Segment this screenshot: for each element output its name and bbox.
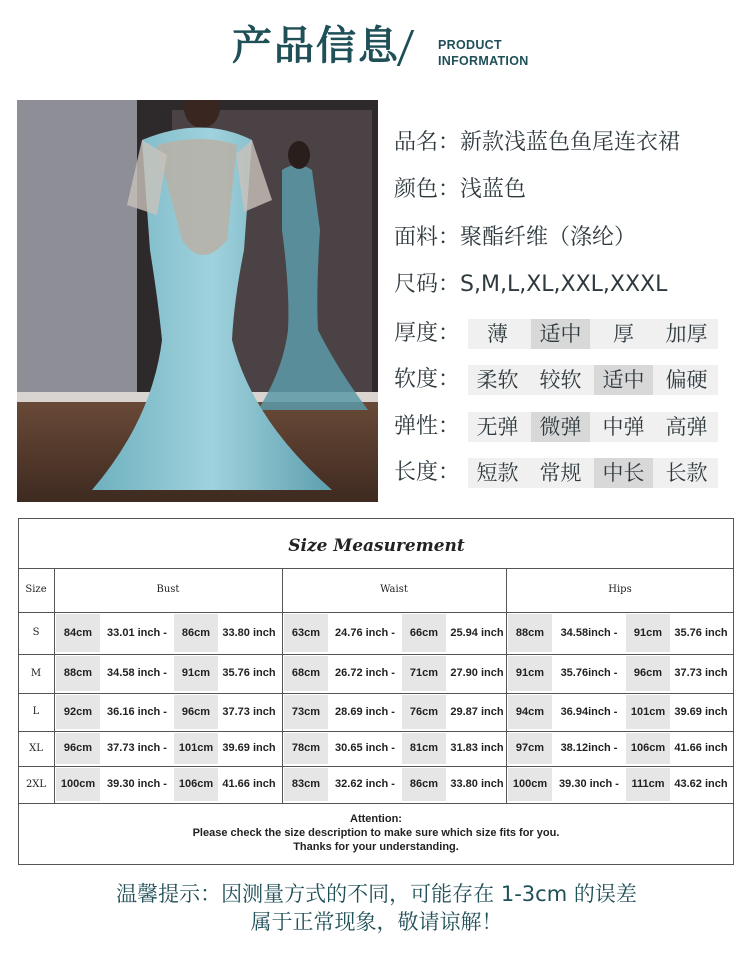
- table-cell: 111cm: [631, 778, 665, 790]
- table-cell: 30.65 inch -: [335, 742, 395, 754]
- table-cell: 101cm: [178, 742, 214, 754]
- group-header: Hips: [608, 584, 632, 595]
- table-cell: 94cm: [515, 706, 545, 718]
- product-size-label: 尺码：: [394, 272, 461, 297]
- table-cell: 39.69 inch: [674, 706, 728, 718]
- table-cell: 33.01 inch -: [107, 627, 167, 639]
- table-cell: 97cm: [515, 742, 545, 754]
- table-cell: 35.76 inch: [674, 627, 728, 639]
- size-label: S: [32, 627, 40, 638]
- table-cell: 106cm: [178, 778, 214, 790]
- table-cell: 96cm: [181, 706, 211, 718]
- table-cell: 24.76 inch -: [335, 627, 395, 639]
- page-title: 产品信息: [232, 23, 400, 69]
- table-cell: 37.73 inch: [222, 706, 276, 718]
- size-header: Size: [25, 584, 47, 595]
- title-english-line2: INFORMATION: [438, 54, 529, 68]
- footer-tip-line-2: 属于正常现象，敬请谅解！: [250, 910, 503, 934]
- table-cell: 32.62 inch -: [335, 778, 395, 790]
- table-cell: 43.62 inch: [674, 778, 728, 790]
- table-cell: 36.94inch -: [560, 706, 618, 718]
- product-color-value: 浅蓝色: [460, 177, 527, 202]
- table-cell: 88cm: [515, 627, 545, 639]
- size-label: XL: [29, 743, 43, 754]
- attribute-label: 软度：: [394, 367, 461, 392]
- attribute-option: 无弹: [476, 415, 519, 439]
- table-cell: 106cm: [630, 742, 666, 754]
- product-fabric-label: 面料：: [394, 225, 461, 250]
- table-cell: 66cm: [409, 627, 439, 639]
- product-color-row: [394, 173, 526, 207]
- table-cell: 29.87 inch: [450, 706, 504, 718]
- attribute-label: 厚度：: [394, 321, 461, 346]
- table-cell: 92cm: [63, 706, 93, 718]
- attention-line-2: Thanks for your understanding.: [293, 841, 459, 853]
- attribute-option: 厚: [613, 322, 634, 346]
- product-size-row: [394, 268, 667, 302]
- attribute-option-selected: 适中: [594, 365, 653, 395]
- attention-line-1: Please check the size description to make sure which size fits for you.: [192, 827, 560, 839]
- footer-tip-line-1: 温馨提示：因测量方式的不同，可能存在 1-3cm 的误差: [116, 882, 637, 906]
- table-cell: 25.94 inch: [450, 627, 504, 639]
- product-name-label: 品名：: [394, 130, 461, 155]
- group-header: Waist: [380, 584, 408, 595]
- table-cell: 78cm: [291, 742, 321, 754]
- table-cell: 31.83 inch: [450, 742, 504, 754]
- attribute-option-selected: 适中: [531, 319, 590, 349]
- table-cell: 34.58inch -: [560, 627, 618, 639]
- table-cell: 100cm: [512, 778, 548, 790]
- table-cell: 37.73 inch -: [107, 742, 167, 754]
- table-cell: 101cm: [630, 706, 666, 718]
- table-cell: 39.30 inch -: [559, 778, 619, 790]
- table-cell: 81cm: [409, 742, 439, 754]
- attribute-option-selected: 微弹: [531, 412, 590, 442]
- table-cell: 39.30 inch -: [107, 778, 167, 790]
- table-cell: 35.76inch -: [560, 667, 618, 679]
- attention-note: [18, 812, 734, 854]
- table-cell: 41.66 inch: [674, 742, 728, 754]
- table-cell: 37.73 inch: [674, 667, 728, 679]
- table-cell: 84cm: [63, 627, 93, 639]
- table-cell: 26.72 inch -: [335, 667, 395, 679]
- attribute-options: [468, 319, 718, 349]
- table-cell: 39.69 inch: [222, 742, 276, 754]
- product-photo: [17, 100, 378, 502]
- table-cell: 83cm: [291, 778, 321, 790]
- attribute-label: 弹性：: [394, 414, 461, 439]
- attribute-option: 加厚: [665, 322, 708, 346]
- table-cell: 68cm: [291, 667, 321, 679]
- attribute-option: 常规: [539, 461, 582, 485]
- title-english: [438, 37, 529, 69]
- size-table-title: Size Measurement: [288, 536, 465, 556]
- table-cell: 76cm: [409, 706, 439, 718]
- attribute-option-selected: 中长: [594, 458, 653, 488]
- table-cell: 36.16 inch -: [107, 706, 167, 718]
- title-english-line1: PRODUCT: [438, 38, 502, 52]
- group-header: Bust: [156, 584, 180, 595]
- attribute-options: [468, 365, 718, 395]
- attribute-option: 柔软: [476, 368, 519, 392]
- table-cell: 96cm: [63, 742, 93, 754]
- size-label: 2XL: [25, 779, 47, 790]
- table-cell: 91cm: [633, 627, 663, 639]
- product-color-label: 颜色：: [394, 177, 461, 202]
- table-cell: 73cm: [291, 706, 321, 718]
- table-cell: 33.80 inch: [450, 778, 504, 790]
- attention-title: Attention:: [350, 813, 402, 825]
- attribute-option: 偏硬: [665, 368, 708, 392]
- product-size-value: S,M,L,XL,XXL,XXXL: [460, 272, 668, 297]
- attribute-option: 高弹: [665, 415, 708, 439]
- table-cell: 88cm: [63, 667, 93, 679]
- table-cell: 86cm: [409, 778, 439, 790]
- table-cell: 100cm: [60, 778, 96, 790]
- product-fabric-row: [394, 221, 636, 255]
- table-cell: 34.58 inch -: [107, 667, 167, 679]
- table-cell: 27.90 inch: [450, 667, 504, 679]
- table-cell: 28.69 inch -: [335, 706, 395, 718]
- attribute-option: 中弹: [602, 415, 645, 439]
- attribute-option: 长款: [665, 461, 708, 485]
- table-cell: 63cm: [291, 627, 321, 639]
- attribute-options: [468, 412, 718, 442]
- product-name-row: [394, 126, 680, 160]
- table-cell: 96cm: [633, 667, 663, 679]
- table-cell: 33.80 inch: [222, 627, 276, 639]
- product-fabric-value: 聚酯纤维（涤纶）: [460, 225, 637, 250]
- attribute-options: [468, 458, 718, 488]
- table-cell: 71cm: [409, 667, 439, 679]
- product-name-value: 新款浅蓝色鱼尾连衣裙: [460, 130, 681, 155]
- size-label: L: [32, 706, 40, 717]
- table-cell: 91cm: [515, 667, 545, 679]
- table-cell: 91cm: [181, 667, 211, 679]
- table-cell: 86cm: [181, 627, 211, 639]
- table-cell: 35.76 inch: [222, 667, 276, 679]
- attribute-option: 短款: [476, 461, 519, 485]
- table-cell: 41.66 inch: [222, 778, 276, 790]
- attribute-option: 较软: [539, 368, 582, 392]
- size-label: M: [30, 668, 42, 679]
- table-cell: 38.12inch -: [560, 742, 618, 754]
- attribute-label: 长度：: [394, 460, 461, 485]
- table-rule: [18, 803, 734, 804]
- attribute-option: 薄: [487, 322, 508, 346]
